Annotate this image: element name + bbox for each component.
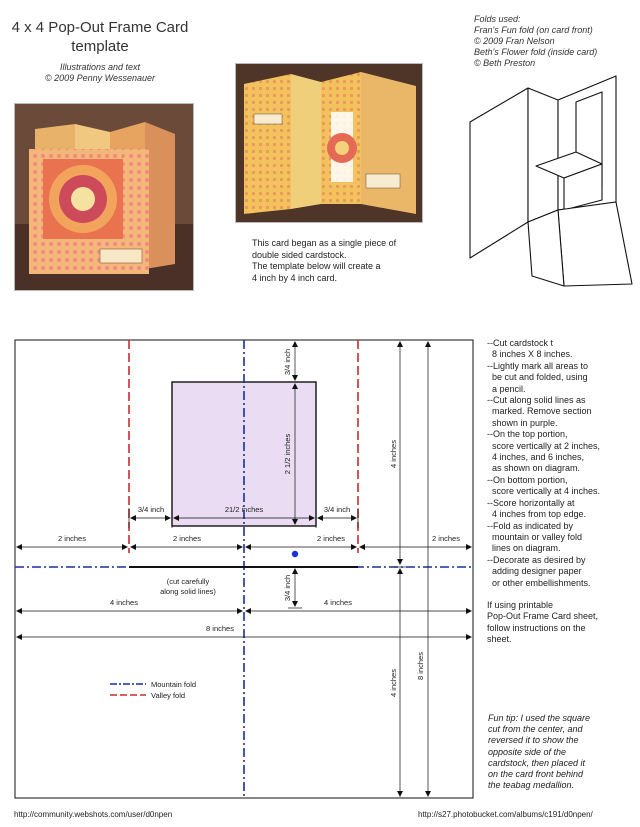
folds-used: Folds used: Fran's Fun fold (on card front) © 2009 Fran Nelson Beth's Flower fold (inside card) © Beth Preston [474,14,598,68]
instruction-line: --Lightly mark all areas to [487,360,589,371]
dim-label: 3/4 inch [283,348,292,376]
dim-label: 2 1/2 inches [283,433,292,475]
fun-tip-line: cut from the center, and [488,724,583,735]
template-diagram [0,328,480,810]
dim-label: 3/4 inch [283,574,292,602]
folded-card-drawing [466,70,636,290]
instruction-line: lines on diagram. [487,543,561,554]
footer-url-left: http://community.webshots.com/user/d0npen [14,810,173,819]
instruction-line: as shown on diagram. [487,463,581,474]
dim-label: 21/2 inches [224,505,264,514]
cut-note: along solid lines) [160,587,216,596]
fun-tip-line: on the card front behind [488,769,584,780]
dim-label: 2 inches [317,534,345,543]
dim-label: 4 inches [324,598,352,607]
instruction-line: marked. Remove section [487,406,592,417]
page-title: 4 x 4 Pop-Out Frame Card template [11,19,189,55]
instruction-line: --On bottom portion, [487,474,568,485]
instruction-line: shown in purple. [487,417,558,428]
dim-label: 8 inches [416,652,425,680]
dim-label: 8 inches [206,624,234,633]
fun-tip-line: Fun tip: I used the square [488,713,591,723]
dim-label: 3/4 inch [137,505,165,514]
photo-caption: This card began as a single piece of double sided cardstock. The template below will create a 4 inch by 4 inch card. [252,238,397,283]
center-dot [292,551,298,557]
card-inside-photo [235,63,423,223]
instruction-line: a pencil. [487,383,526,394]
fun-tip-line: reversed it to show the [488,735,579,746]
instruction-line: follow instructions on the [487,622,586,633]
instruction-line [487,589,637,600]
card-front-photo [14,103,194,291]
cut-note: (cut carefully [166,577,210,586]
fun-tip-line: the teabag medallion. [488,780,575,791]
fun-tip-line: cardstock, then placed it [488,757,586,768]
author-credit: Illustrations and text © 2009 Penny Wessenauer [44,62,156,83]
fun-tip-line: opposite side of the [488,746,567,757]
dim-label: 4 inches [389,669,398,697]
footer-url-right: http://s27.photobucket.com/albums/c191/d0npen/ [418,810,593,819]
instruction-line: 4 inches, and 6 inches, [487,452,585,463]
instruction-line: score vertically at 2 inches, [487,440,601,451]
instruction-line: --Decorate as desired by [487,554,586,565]
instruction-line: If using printable [487,599,554,610]
instruction-line: or other embellishments. [487,577,591,588]
instruction-line: score vertically at 4 inches. [487,486,601,497]
fun-tip [488,713,633,791]
instruction-line: --Fold as indicated by [487,520,574,531]
legend-mountain-label: Mountain fold [151,680,197,689]
instruction-line: --Cut along solid lines as [487,395,586,406]
instruction-line: adding designer paper [487,566,582,577]
dim-label: 2 inches [432,534,460,543]
instruction-line: 8 inches X 8 inches. [487,349,573,360]
instruction-line: --On the top portion, [487,429,568,440]
dim-label: 3/4 inch [323,505,351,514]
dim-label: 4 inches [389,440,398,468]
instruction-line: 4 inches from top edge. [487,509,587,520]
instructions [487,338,637,646]
dim-label: 2 inches [58,534,86,543]
instruction-line: --Cut cardstock t [487,338,554,348]
instruction-line: --Score horizontally at [487,497,575,508]
instruction-line: mountain or valley fold [487,531,583,542]
instruction-line: sheet. [487,634,512,645]
dim-label: 4 inches [110,598,138,607]
legend-valley-label: Valley fold [151,691,186,700]
instruction-line: be cut and folded, using [487,372,588,383]
dim-label: 2 inches [173,534,201,543]
instruction-line: Pop-Out Frame Card sheet, [487,611,599,622]
